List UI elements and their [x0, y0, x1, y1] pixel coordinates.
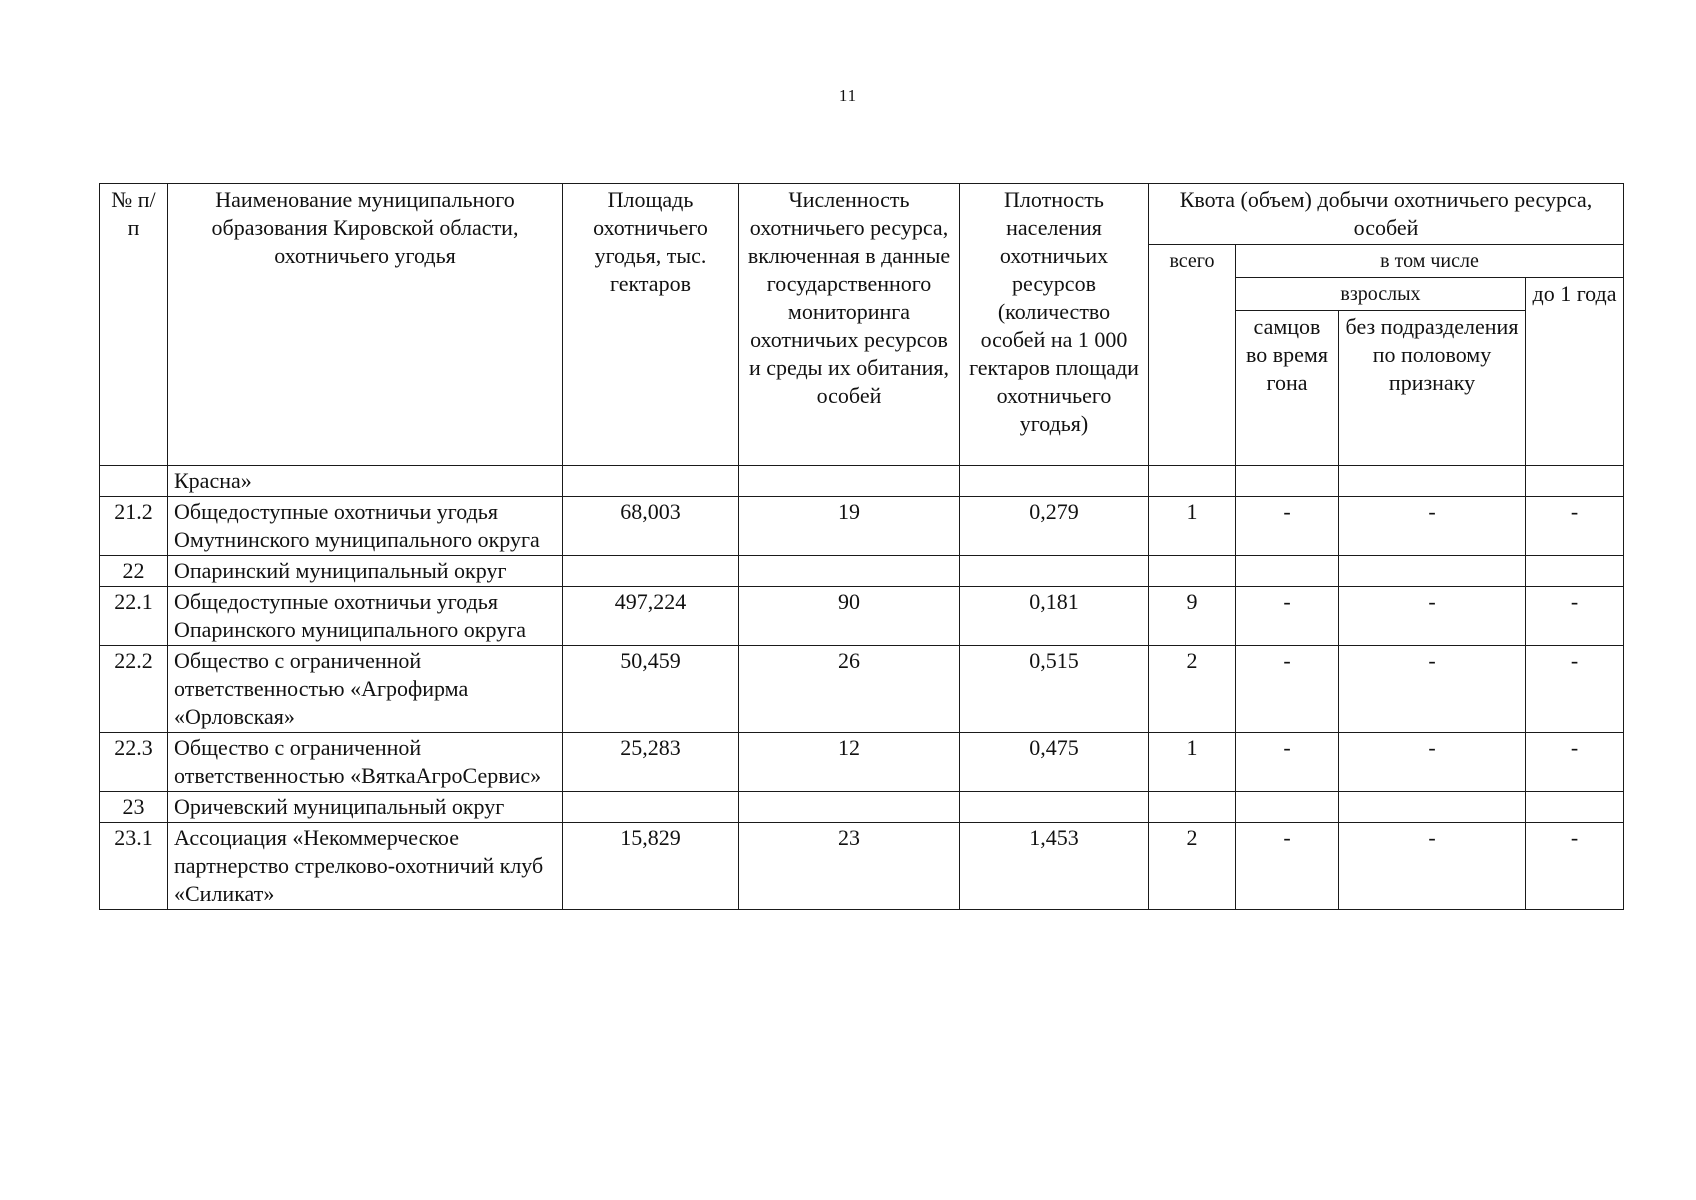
row-under-one: - — [1526, 733, 1624, 792]
row-num: 22 — [100, 556, 168, 587]
row-total — [1149, 792, 1236, 823]
row-males-rut — [1236, 556, 1339, 587]
header-adults: взрослых — [1236, 278, 1526, 311]
row-total: 2 — [1149, 823, 1236, 910]
row-area: 497,224 — [563, 587, 739, 646]
row-population — [739, 466, 960, 497]
row-area — [563, 556, 739, 587]
table-header — [100, 184, 1624, 466]
table-row — [100, 587, 1624, 646]
row-under-one — [1526, 792, 1624, 823]
table-row — [100, 497, 1624, 556]
row-density: 0,181 — [960, 587, 1149, 646]
row-no-sex: - — [1339, 823, 1526, 910]
row-under-one: - — [1526, 587, 1624, 646]
row-population: 19 — [739, 497, 960, 556]
row-under-one: - — [1526, 823, 1624, 910]
row-density: 0,475 — [960, 733, 1149, 792]
row-males-rut — [1236, 466, 1339, 497]
row-name: Опаринский муниципальный округ — [168, 556, 563, 587]
table-row — [100, 733, 1624, 792]
row-males-rut: - — [1236, 646, 1339, 733]
row-under-one: - — [1526, 646, 1624, 733]
row-name: Общество с ограниченной ответственностью «ВяткаАгроСервис» — [168, 733, 563, 792]
row-total: 1 — [1149, 497, 1236, 556]
table-row — [100, 792, 1624, 823]
row-total: 1 — [1149, 733, 1236, 792]
row-num: 21.2 — [100, 497, 168, 556]
table-row — [100, 823, 1624, 910]
row-no-sex — [1339, 556, 1526, 587]
row-no-sex: - — [1339, 587, 1526, 646]
row-area — [563, 466, 739, 497]
row-name: Ассоциация «Некоммерческое партнерство стрелково-охотничий клуб «Силикат» — [168, 823, 563, 910]
row-area: 50,459 — [563, 646, 739, 733]
table-body — [100, 466, 1624, 910]
row-population — [739, 556, 960, 587]
row-males-rut — [1236, 792, 1339, 823]
row-num — [100, 466, 168, 497]
header-total: всего — [1149, 245, 1236, 466]
row-num: 22.2 — [100, 646, 168, 733]
row-name: Общедоступные охотничьи угодья Опаринского муниципального округа — [168, 587, 563, 646]
row-area: 68,003 — [563, 497, 739, 556]
row-no-sex — [1339, 792, 1526, 823]
header-area: Площадь охотничьего угодья, тыс. гектаров — [563, 184, 739, 466]
quota-table — [99, 183, 1624, 910]
header-name: Наименование муниципального образования Кировской области, охотничьего угодья — [168, 184, 563, 466]
row-under-one — [1526, 466, 1624, 497]
row-num: 22.3 — [100, 733, 168, 792]
row-density: 1,453 — [960, 823, 1149, 910]
row-under-one — [1526, 556, 1624, 587]
row-area — [563, 792, 739, 823]
table-row — [100, 556, 1624, 587]
header-under-one: до 1 года — [1526, 278, 1624, 466]
row-name: Общество с ограниченной ответственностью «Агрофирма «Орловская» — [168, 646, 563, 733]
header-no-sex: без подразделения по половому признаку — [1339, 311, 1526, 466]
table-row — [100, 646, 1624, 733]
row-total — [1149, 556, 1236, 587]
row-total — [1149, 466, 1236, 497]
header-num: № п/п — [100, 184, 168, 466]
row-no-sex — [1339, 466, 1526, 497]
row-no-sex: - — [1339, 646, 1526, 733]
row-population: 90 — [739, 587, 960, 646]
row-no-sex: - — [1339, 497, 1526, 556]
row-area: 25,283 — [563, 733, 739, 792]
row-area: 15,829 — [563, 823, 739, 910]
row-population: 23 — [739, 823, 960, 910]
row-num: 22.1 — [100, 587, 168, 646]
row-density: 0,279 — [960, 497, 1149, 556]
row-name: Общедоступные охотничьи угодья Омутнинского муниципального округа — [168, 497, 563, 556]
row-population — [739, 792, 960, 823]
header-males-rut: самцов во время гона — [1236, 311, 1339, 466]
row-density: 0,515 — [960, 646, 1149, 733]
table-row — [100, 466, 1624, 497]
row-density — [960, 466, 1149, 497]
row-density — [960, 556, 1149, 587]
header-density: Плотность населения охотничьих ресурсов (количество особей на 1 000 гектаров площади охотничьего угодья) — [960, 184, 1149, 466]
row-total: 2 — [1149, 646, 1236, 733]
row-name: Красна» — [168, 466, 563, 497]
row-name: Оричевский муниципальный округ — [168, 792, 563, 823]
header-quota: Квота (объем) добычи охотничьего ресурса, особей — [1149, 184, 1624, 245]
row-males-rut: - — [1236, 497, 1339, 556]
row-no-sex: - — [1339, 733, 1526, 792]
row-num: 23 — [100, 792, 168, 823]
header-including: в том числе — [1236, 245, 1624, 278]
page-number: 11 — [838, 86, 858, 105]
row-num: 23.1 — [100, 823, 168, 910]
row-under-one: - — [1526, 497, 1624, 556]
row-males-rut: - — [1236, 587, 1339, 646]
row-males-rut: - — [1236, 733, 1339, 792]
row-density — [960, 792, 1149, 823]
row-total: 9 — [1149, 587, 1236, 646]
header-population: Численность охотничьего ресурса, включенная в данные государственного мониторинга охотничьих ресурсов и среды их обитания, особей — [739, 184, 960, 466]
row-population: 12 — [739, 733, 960, 792]
row-population: 26 — [739, 646, 960, 733]
row-males-rut: - — [1236, 823, 1339, 910]
